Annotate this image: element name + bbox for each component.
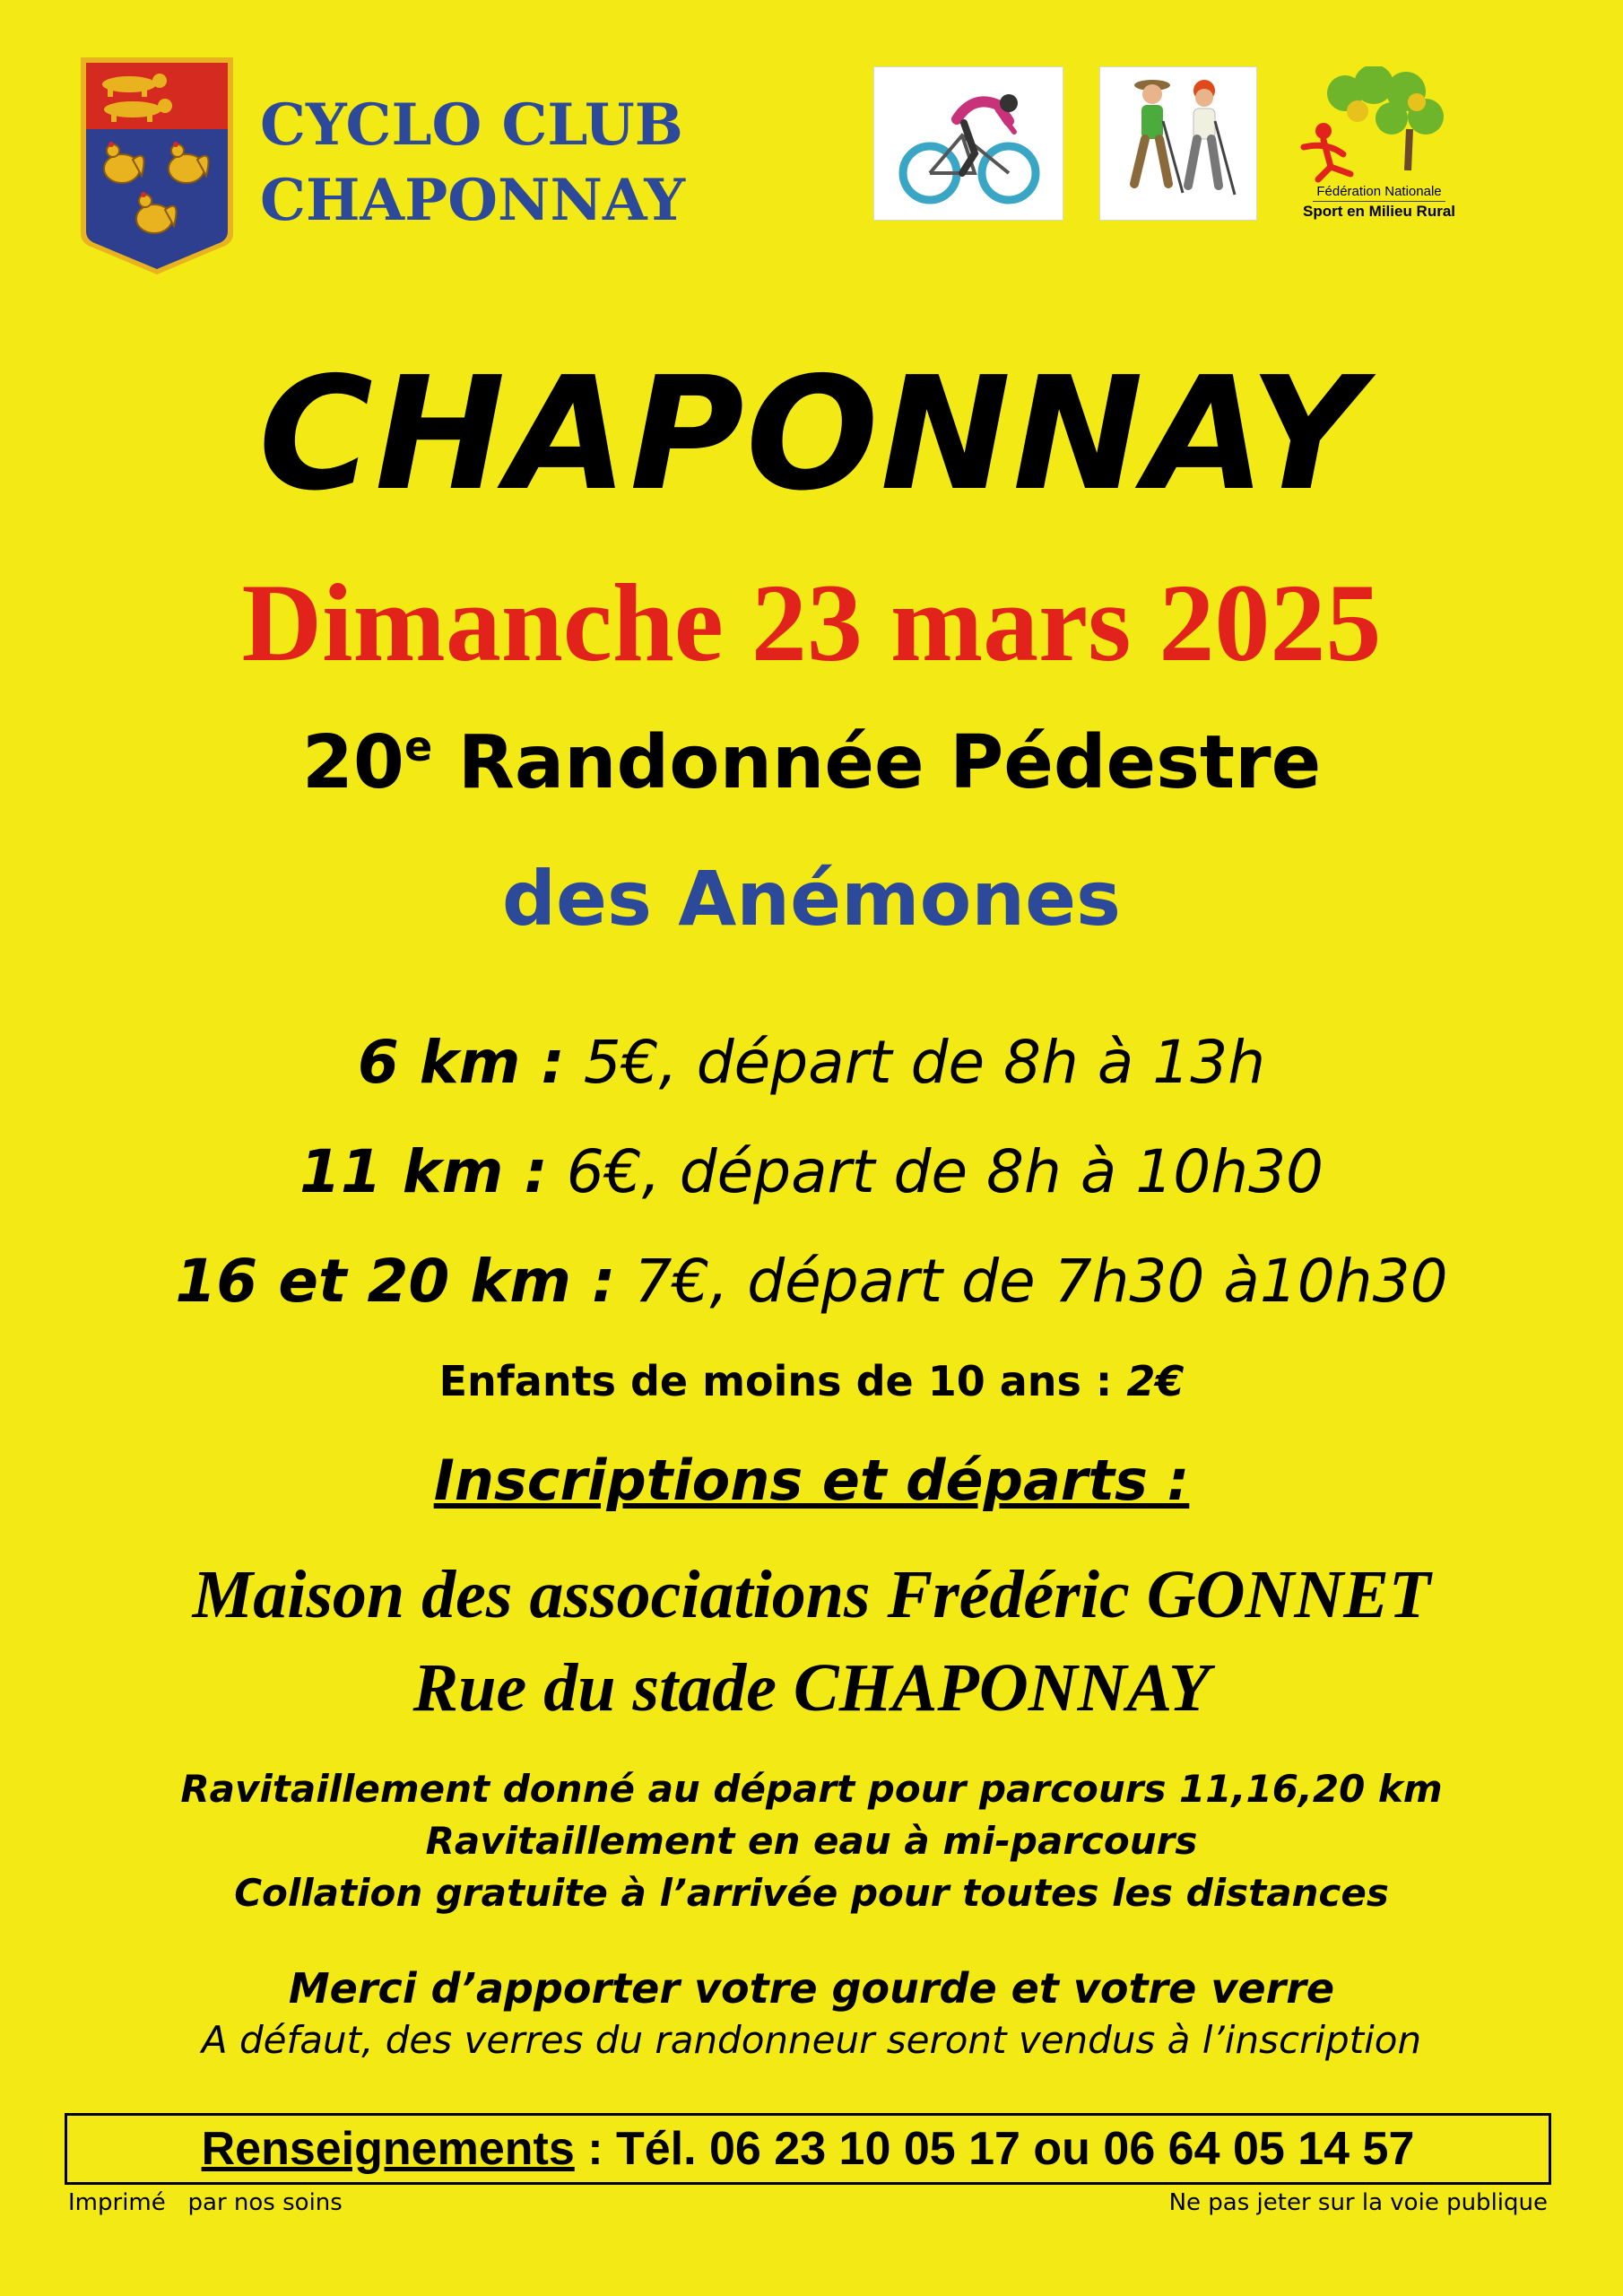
children-amount: 2€ — [1126, 1357, 1185, 1405]
club-name-line2: CHAPONNAY — [260, 167, 686, 234]
event-title: Randonnée Pédestre — [432, 720, 1322, 805]
cyclist-icon — [873, 66, 1063, 221]
price-distance: 11 km : — [299, 1137, 548, 1206]
footnote-litter: Ne pas jeter sur la voie publique — [1168, 2189, 1548, 2216]
venue-address: Rue du stade CHAPONNAY — [412, 1650, 1211, 1726]
contact-box — [65, 2113, 1551, 2185]
merci-notice: Merci d’apporter votre gourde et votre verre — [288, 1964, 1335, 2013]
contact-phones: : Tél. 06 23 10 05 17 ou 06 64 05 14 57 — [574, 2123, 1415, 2175]
price-line — [0, 1132, 1623, 1213]
fnsmr-logo-icon — [1291, 66, 1467, 228]
city-title: CHAPONNAY — [258, 344, 1365, 526]
price-line — [0, 1241, 1623, 1322]
event-number-suffix: e — [404, 722, 433, 770]
event-number: 20 — [301, 720, 404, 805]
footnote-printed: Imprimé par nos soins — [68, 2189, 343, 2216]
children-label: Enfants de moins de 10 ans : — [438, 1357, 1127, 1405]
club-name-line1: CYCLO CLUB — [260, 91, 683, 159]
venue-name: Maison des associations Frédéric GONNET — [192, 1557, 1431, 1632]
fnsmr-line1: Fédération Nationale — [1313, 183, 1445, 202]
price-detail: 6€, départ de 8h à 10h30 — [547, 1137, 1324, 1206]
crest-icon — [77, 54, 237, 278]
price-line — [0, 1022, 1623, 1103]
price-detail: 7€, départ de 7h30 à10h30 — [615, 1247, 1448, 1316]
contact-label: Renseignements — [201, 2123, 575, 2175]
price-detail: 5€, départ de 8h à 13h — [564, 1028, 1266, 1097]
club-name — [260, 88, 685, 239]
event-date: Dimanche 23 mars 2025 — [241, 561, 1382, 684]
info-line: Collation gratuite à l’arrivée pour toutes les distances — [234, 1871, 1389, 1915]
hikers-icon — [1099, 66, 1257, 221]
children-price — [0, 1352, 1623, 1410]
price-distance: 16 et 20 km : — [175, 1247, 616, 1316]
event-subtitle: des Anémones — [501, 855, 1122, 943]
info-line: Ravitaillement donné au départ pour parcours 11,16,20 km — [180, 1767, 1443, 1811]
inscriptions-heading: Inscriptions et départs : — [433, 1448, 1190, 1513]
event-name — [0, 716, 1623, 821]
fnsmr-line2: Sport en Milieu Rural — [1302, 203, 1456, 220]
verres-notice: A défaut, des verres du randonneur seront vendus à l’inscription — [201, 2018, 1422, 2062]
price-distance: 6 km : — [357, 1028, 565, 1097]
info-line: Ravitaillement en eau à mi-parcours — [425, 1819, 1198, 1863]
